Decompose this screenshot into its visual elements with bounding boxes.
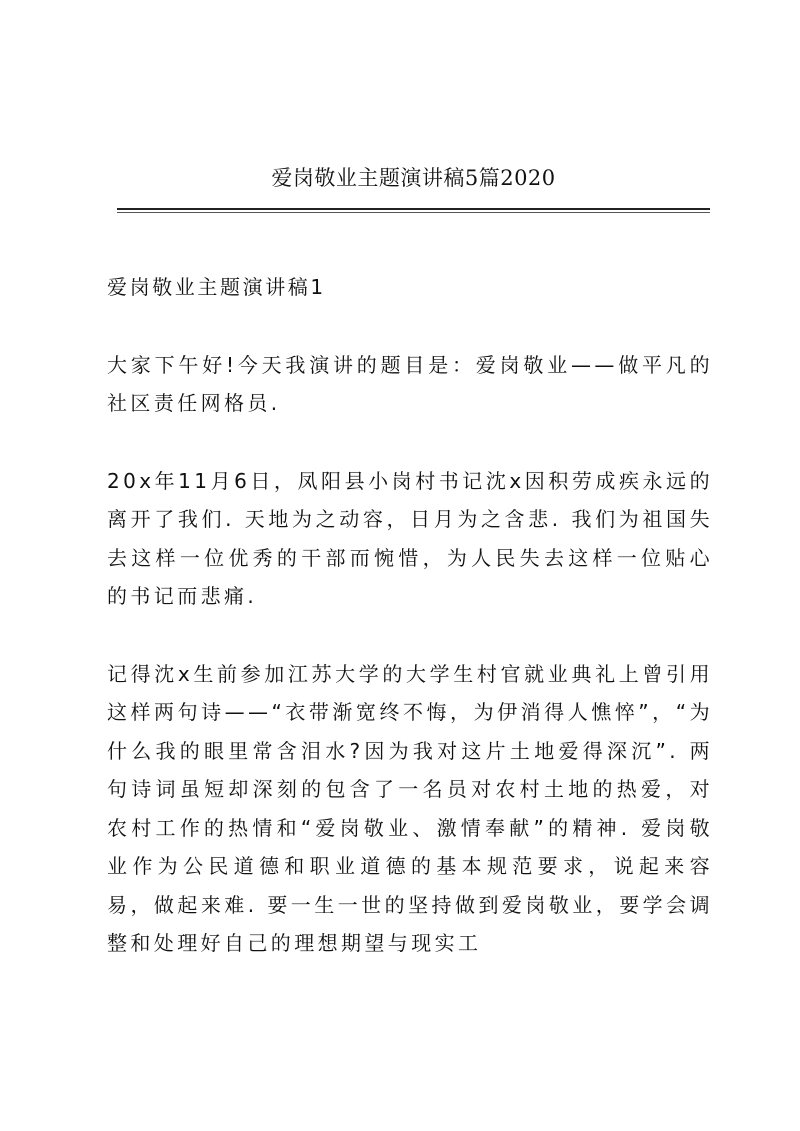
- document-title: 爱岗敬业主题演讲稿5篇2020: [271, 166, 556, 190]
- section-heading: 爱岗敬业主题演讲稿1: [107, 275, 326, 299]
- paragraph-memorial: 20x年11月6日，凤阳县小岗村书记沈x因积劳成疾永远的离开了我们. 天地为之动容，日月为之含悲. 我们为祖国失去这样一位优秀的干部而惋惜，为人民失去这样一位贴心的书记而悲痛.: [107, 468, 713, 608]
- title-divider: [117, 208, 710, 210]
- paragraph-poem: 记得沈x生前参加江苏大学的大学生村官就业典礼上曾引用这样两句诗——“衣带渐宽终不悔，为伊消得人憔悴”，“为什么我的眼里常含泪水?因为我对这片土地爱得深沉”. 两句诗词虽短却深刻的包含了一名员对农村土地的热爱，对农村工作的热情和“爱岗敬业、激情奉献”的精神. 爱岗敬业作为公民道德和职业道德的基本规范要求，说起来容易，做起来难. 要一生一世的坚持做到爱岗敬业，要学会调整和处理好自己的理想期望与现实工: [107, 661, 713, 955]
- document-body: [107, 268, 713, 1002]
- title-divider-thin: [117, 212, 710, 213]
- paragraph-greeting: 大家下午好!今天我演讲的题目是：爱岗敬业——做平凡的社区责任网格员.: [107, 352, 713, 415]
